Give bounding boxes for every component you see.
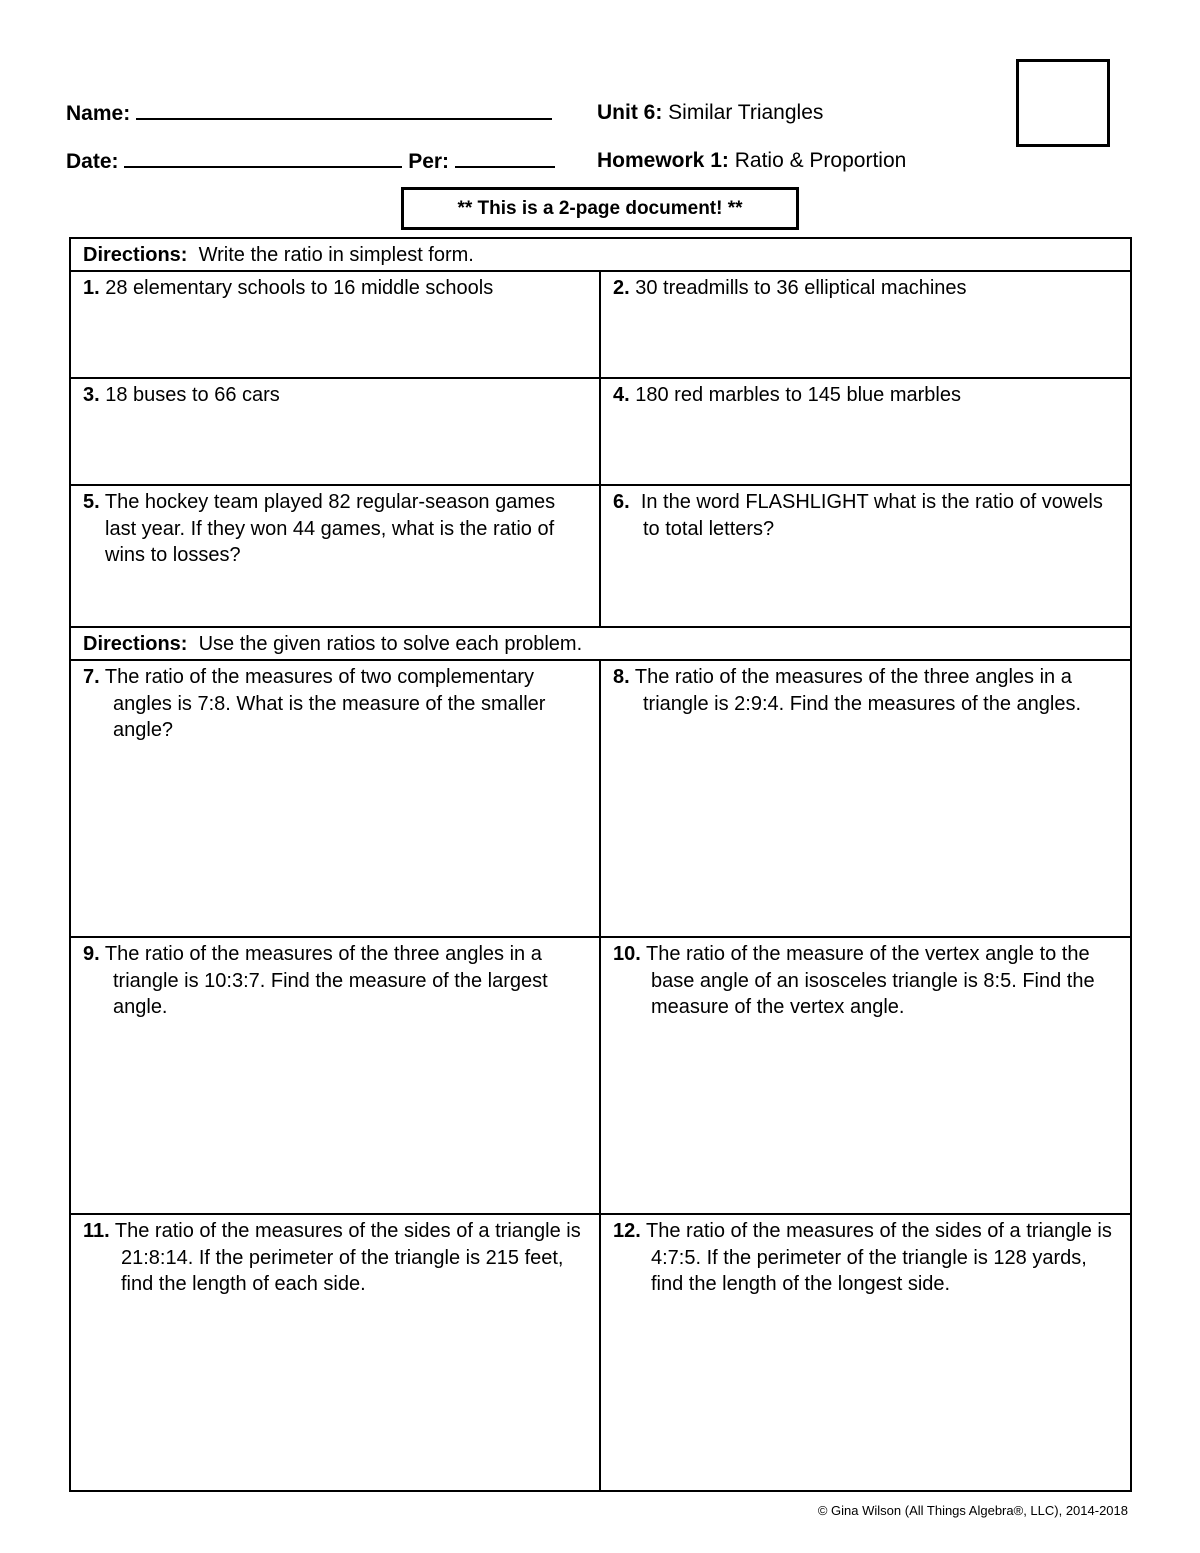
unit-label: Unit 6: xyxy=(597,101,663,124)
problem-cell-8[interactable] xyxy=(600,660,1131,937)
problem-cell-7[interactable] xyxy=(70,660,600,937)
problem-number: 11. xyxy=(83,1220,110,1242)
problem-number: 5. xyxy=(83,491,100,513)
problem-number: 4. xyxy=(613,384,630,406)
name-field[interactable] xyxy=(136,100,552,120)
problem-text: The ratio of the measures of the sides of a triangle is 4:7:5. If the perimeter of the triangle is 128 yards, find the length of the longest side. xyxy=(646,1220,1112,1295)
problem-cell-12[interactable] xyxy=(600,1214,1131,1491)
problem-number: 3. xyxy=(83,384,100,406)
problem-cell-10[interactable] xyxy=(600,937,1131,1214)
problem-text: 180 red marbles to 145 blue marbles xyxy=(635,384,961,406)
problem-text: 30 treadmills to 36 elliptical machines xyxy=(635,277,967,299)
problem-cell-4[interactable] xyxy=(600,378,1131,485)
unit-title: Similar Triangles xyxy=(668,101,824,124)
unit-line xyxy=(597,100,823,126)
copyright-footer: © Gina Wilson (All Things Algebra®, LLC), 2014-2018 xyxy=(817,1503,1128,1518)
problem-text: In the word FLASHLIGHT what is the ratio of vowels to total letters? xyxy=(640,491,1103,540)
problem-number: 9. xyxy=(83,943,100,965)
date-line xyxy=(66,148,555,175)
problem-text: The ratio of the measure of the vertex angle to the base angle of an isosceles triangle is 8:5. Find the measure of the vertex angle. xyxy=(646,943,1095,1018)
directions-row-1 xyxy=(70,238,1131,271)
problem-number: 8. xyxy=(613,666,630,688)
problem-cell-11[interactable] xyxy=(70,1214,600,1491)
date-label: Date: xyxy=(66,150,119,173)
homework-title: Ratio & Proportion xyxy=(734,149,907,172)
problem-text: 18 buses to 66 cars xyxy=(105,384,280,406)
period-field[interactable] xyxy=(455,148,555,168)
directions-text: Use the given ratios to solve each problem. xyxy=(198,633,583,655)
homework-label: Homework 1: xyxy=(597,149,729,172)
directions-label: Directions: xyxy=(83,633,188,655)
problem-text: The ratio of the measures of the three angles in a triangle is 2:9:4. Find the measures of the angles. xyxy=(634,666,1082,715)
problem-text: The hockey team played 82 regular-season games last year. If they won 44 games, what is the ratio of wins to losses? xyxy=(104,491,556,566)
name-label: Name: xyxy=(66,102,131,125)
problem-number: 7. xyxy=(83,666,100,688)
problem-text: The ratio of the measures of two complementary angles is 7:8. What is the measure of the smaller angle? xyxy=(104,666,546,741)
problem-number: 10. xyxy=(613,943,641,965)
problem-number: 1. xyxy=(83,277,100,299)
per-label: Per: xyxy=(408,150,450,173)
directions-row-2 xyxy=(70,627,1131,660)
problem-cell-3[interactable] xyxy=(70,378,600,485)
worksheet-table xyxy=(69,237,1132,1492)
problem-cell-5[interactable] xyxy=(70,485,600,627)
name-line xyxy=(66,100,552,127)
problem-number: 6. xyxy=(613,491,630,513)
problem-text: The ratio of the measures of the sides of a triangle is 21:8:14. If the perimeter of the triangle is 215 feet, find the length of each side. xyxy=(114,1220,581,1295)
problem-cell-2[interactable] xyxy=(600,271,1131,378)
problem-text: The ratio of the measures of the three angles in a triangle is 10:3:7. Find the measure of the largest angle. xyxy=(104,943,548,1018)
problem-number: 12. xyxy=(613,1220,641,1242)
date-field[interactable] xyxy=(124,148,402,168)
problem-text: 28 elementary schools to 16 middle schools xyxy=(105,277,494,299)
problem-cell-6[interactable] xyxy=(600,485,1131,627)
two-page-banner: ** This is a 2-page document! ** xyxy=(401,187,799,230)
score-box[interactable] xyxy=(1016,59,1110,147)
homework-line xyxy=(597,148,906,174)
directions-label: Directions: xyxy=(83,244,188,266)
directions-text: Write the ratio in simplest form. xyxy=(198,244,474,266)
problem-cell-9[interactable] xyxy=(70,937,600,1214)
problem-number: 2. xyxy=(613,277,630,299)
problem-cell-1[interactable] xyxy=(70,271,600,378)
